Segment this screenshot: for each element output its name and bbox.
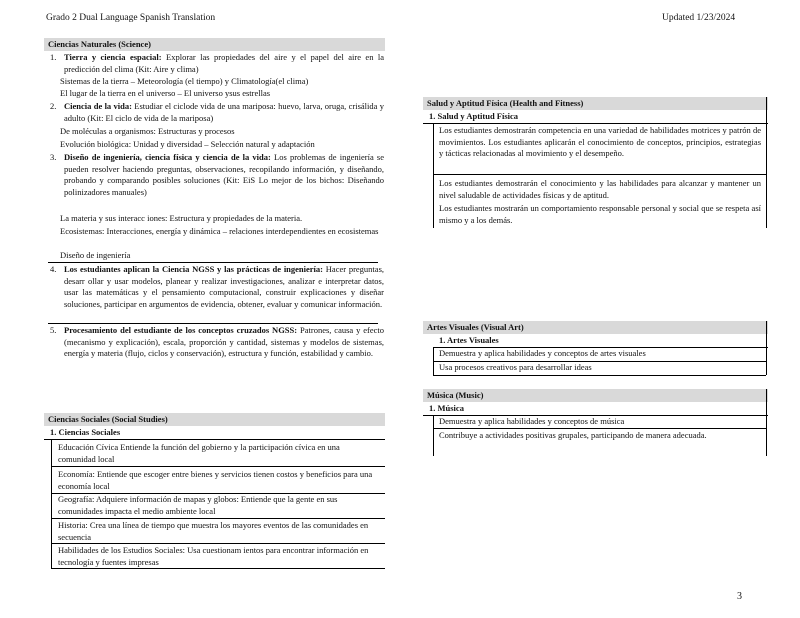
social-section-title: Ciencias Sociales (Social Studies) [44,413,385,426]
science-item-5 [50,325,384,360]
science-item-4 [50,264,384,310]
social-row-3: Geografía: Adquiere información de mapas y globos: Entiende que la gente en sus comunidades impacta el medio ambiente local [58,494,338,516]
divider [433,174,766,175]
item-heading: Los estudiantes aplican la Ciencia NGSS y las prácticas de ingeniería: [64,264,324,274]
item-text: Patrones, causa y efecto (mecanismo y explicación), escala, proporción y cantidad, sistemas y modelos de sistemas, energía y materia (flujo, ciclos y conservación), estructura y función, estabilidad y cambio. [64,325,384,358]
health-subheading: 1. Salud y Aptitud Física [423,110,768,124]
item-text: Evolución biológica: Unidad y diversidad – Selección natural y adaptación [60,139,315,149]
music-row-1: Demuestra y aplica habilidades y conceptos de música [439,416,625,426]
item-text: La materia y sus interacc iones: Estructura y propiedades de la materia. [60,213,303,223]
item-text: El lugar de la tierra en el universo – El universo ysus estrellas [60,88,271,98]
doc-header-left: Grado 2 Dual Language Spanish Translation [46,13,216,23]
divider [51,543,385,544]
item-number: 4. [50,264,57,274]
divider [433,428,766,429]
item-text: Sistemas de la tierra – Meteorología (el tiempo) y Climatología(el clima) [60,76,309,86]
item-number: 1. [50,52,57,62]
social-subheading: 1. Ciencias Sociales [44,426,385,440]
health-row-3: Los estudiantes mostrarán un comportamiento responsable personal y social que se respeta así mismo y a los demás. [439,203,761,225]
divider [51,568,385,569]
item-text: Hacer preguntas, desarr ollar y usar modelos, planear y realizar investigaciones, analizar e interpretar datos, usar las matemáticas y el pensamiento computacional, construir explicaciones y diseñar soluciones, participar en argumentos de evidencia, obtener, evaluar y comunicar información. [64,264,384,309]
doc-header-right: Updated 1/23/2024 [662,13,736,23]
arts-subheading: 1. Artes Visuales [433,334,768,348]
item-text: Explorar las propiedades del aire y el papel del aire en la predicción del clima (Kit: Aire y clima) [64,52,384,74]
music-section-title: Música (Music) [423,389,768,402]
item-text: Los problemas de ingeniería se pueden resolver haciendo preguntas, observaciones, recopilando información, y diseñando, probando y comparando posibles soluciones (Kit: EiS Lo mejor de los bichos: Diseñando polinizadores manuales) [64,152,385,197]
page-number: 3 [737,591,742,602]
column-rule [51,440,52,568]
social-row-2: Economía: Entiende que escoger entre bienes y servicios tienen costos y beneficios para una economía local [58,469,373,491]
social-row-5: Habilidades de los Estudios Sociales: Usa cuestionam ientos para encontrar información en tecnología y fuentes impresas [58,545,369,567]
column-rule [433,416,434,456]
item-number: 2. [50,101,57,111]
column-rule-right [766,321,767,375]
science-item-1 [50,52,384,75]
science-bullet-5 [50,213,380,225]
arts-section-title: Artes Visuales (Visual Art) [423,321,768,334]
arts-row-1: Demuestra y aplica habilidades y conceptos de artes visuales [439,348,646,358]
health-row-1: Los estudiantes demostrarán competencia en una variedad de habilidades motrices y patrón de movimientos. Los estudiantes aplicarán el conocimiento de conceptos, principios, estrategias y tácticas relacionadas al movimiento y el desempeño. [439,125,761,158]
music-row-2: Contribuye a actividades positivas grupales, participando de manera adecuada. [439,430,707,440]
divider [433,375,766,376]
column-rule-right [766,97,767,228]
item-heading: Procesamiento del estudiante de los conceptos cruzados NGSS: [64,325,298,335]
item-text: Diseño de ingeniería [60,250,131,260]
science-line-engineering [60,250,360,262]
divider [51,518,385,519]
science-section-title: Ciencias Naturales (Science) [44,38,385,51]
arts-row-2: Usa procesos creativos para desarrollar ideas [439,362,592,372]
science-bullet-3 [50,126,380,138]
divider [51,466,385,467]
social-row-1: Educación Cívica Entiende la función del gobierno y la participación cívica en una comunidad local [58,442,340,464]
item-heading: Diseño de ingeniería, ciencia física y ciencia de la vida: [64,152,271,162]
item-text: Ecosistemas: Interacciones, energía y dinámica – relaciones interdependientes en ecosistemas [60,226,379,236]
column-rule [433,124,434,228]
item-text: Estudiar el ciclode vida de una mariposa: huevo, larva, oruga, crisálida y adulto (Kit: El ciclo de vida de la mariposa) [64,101,384,123]
social-row-4: Historia: Crea una línea de tiempo que muestra los mayores eventos de las comunidades en secuencia [58,520,369,542]
divider [48,323,378,324]
item-text: De moléculas a organismos: Estructuras y procesos [60,126,235,136]
health-row-2: Los estudiantes demostrarán el conocimiento y las habilidades para alcanzar y mantener un nivel saludable de actividades físicas y de aptitud. [439,178,761,200]
divider [48,262,378,263]
health-section-title: Salud y Aptitud Física (Health and Fitness) [423,97,768,110]
music-subheading: 1. Música [423,402,768,416]
column-rule-right [766,389,767,456]
science-bullet-1 [50,76,380,88]
science-item-2 [50,101,384,124]
item-number: 3. [50,152,57,162]
item-number: 5. [50,325,57,335]
science-item-3 [50,152,384,198]
item-heading: Ciencia de la vida: [64,101,132,111]
science-bullet-2 [50,88,380,100]
item-heading: Tierra y ciencia espacial: [64,52,162,62]
science-bullet-6 [50,226,380,238]
science-bullet-4 [50,139,380,151]
